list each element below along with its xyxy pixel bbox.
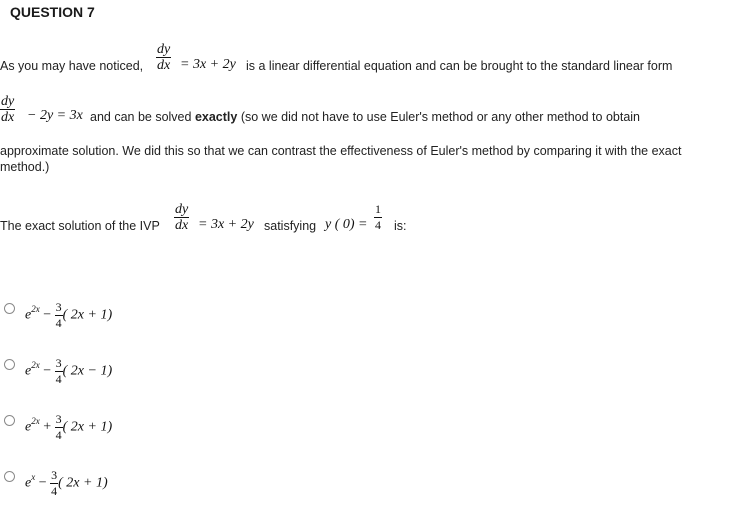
ivp-text: The exact solution of the IVP [0, 219, 160, 233]
ivp-condition: y ( 0) = [325, 217, 368, 232]
emphasis-exactly: exactly [194, 110, 238, 124]
ode-rhs: = 3x + 2y [180, 57, 236, 72]
standard-form-rest: − 2y = 3x [27, 108, 83, 123]
ivp-is: is: [394, 219, 407, 233]
intro-continuation: is a linear differential equation and can be brought to the standard linear form [246, 59, 673, 73]
ivp-value: $\frac{1}{4}$ [375, 202, 381, 232]
option-2-expression: $e^{2x}$ − $\frac{3}{4}$ ( 2x − 1) [25, 356, 113, 386]
option-4-radio[interactable] [4, 471, 15, 482]
ode-fraction: $\frac{dy}{dx}$ [157, 42, 171, 73]
intro-text: As you may have noticed, [0, 59, 144, 73]
ivp-fraction: $\frac{dy}{dx}$ [175, 202, 189, 233]
line2-text: and can be solved exactly (so we did not have to use Euler's method or any other method to obtain [90, 110, 640, 124]
question-title: QUESTION 7 [10, 4, 95, 20]
standard-form-fraction: $\frac{dy}{dx}$ [1, 94, 15, 125]
option-1-expression: $e^{2x}$ − $\frac{3}{4}$ ( 2x + 1) [25, 300, 113, 330]
option-3-expression: $e^{2x}$ + $\frac{3}{4}$ ( 2x + 1) [25, 412, 113, 442]
explanation-paragraph: approximate solution. We did this so that we can contrast the effectiveness of Euler's method by comparing it with the exact method.) [0, 144, 682, 174]
option-4-expression: $e^x$ − $\frac{3}{4}$ ( 2x + 1) [25, 468, 108, 498]
ivp-rhs: = 3x + 2y [198, 217, 254, 232]
option-3-radio[interactable] [4, 415, 15, 426]
option-2-radio[interactable] [4, 359, 15, 370]
ivp-satisfying: satisfying [264, 219, 317, 233]
option-1-radio[interactable] [4, 303, 15, 314]
